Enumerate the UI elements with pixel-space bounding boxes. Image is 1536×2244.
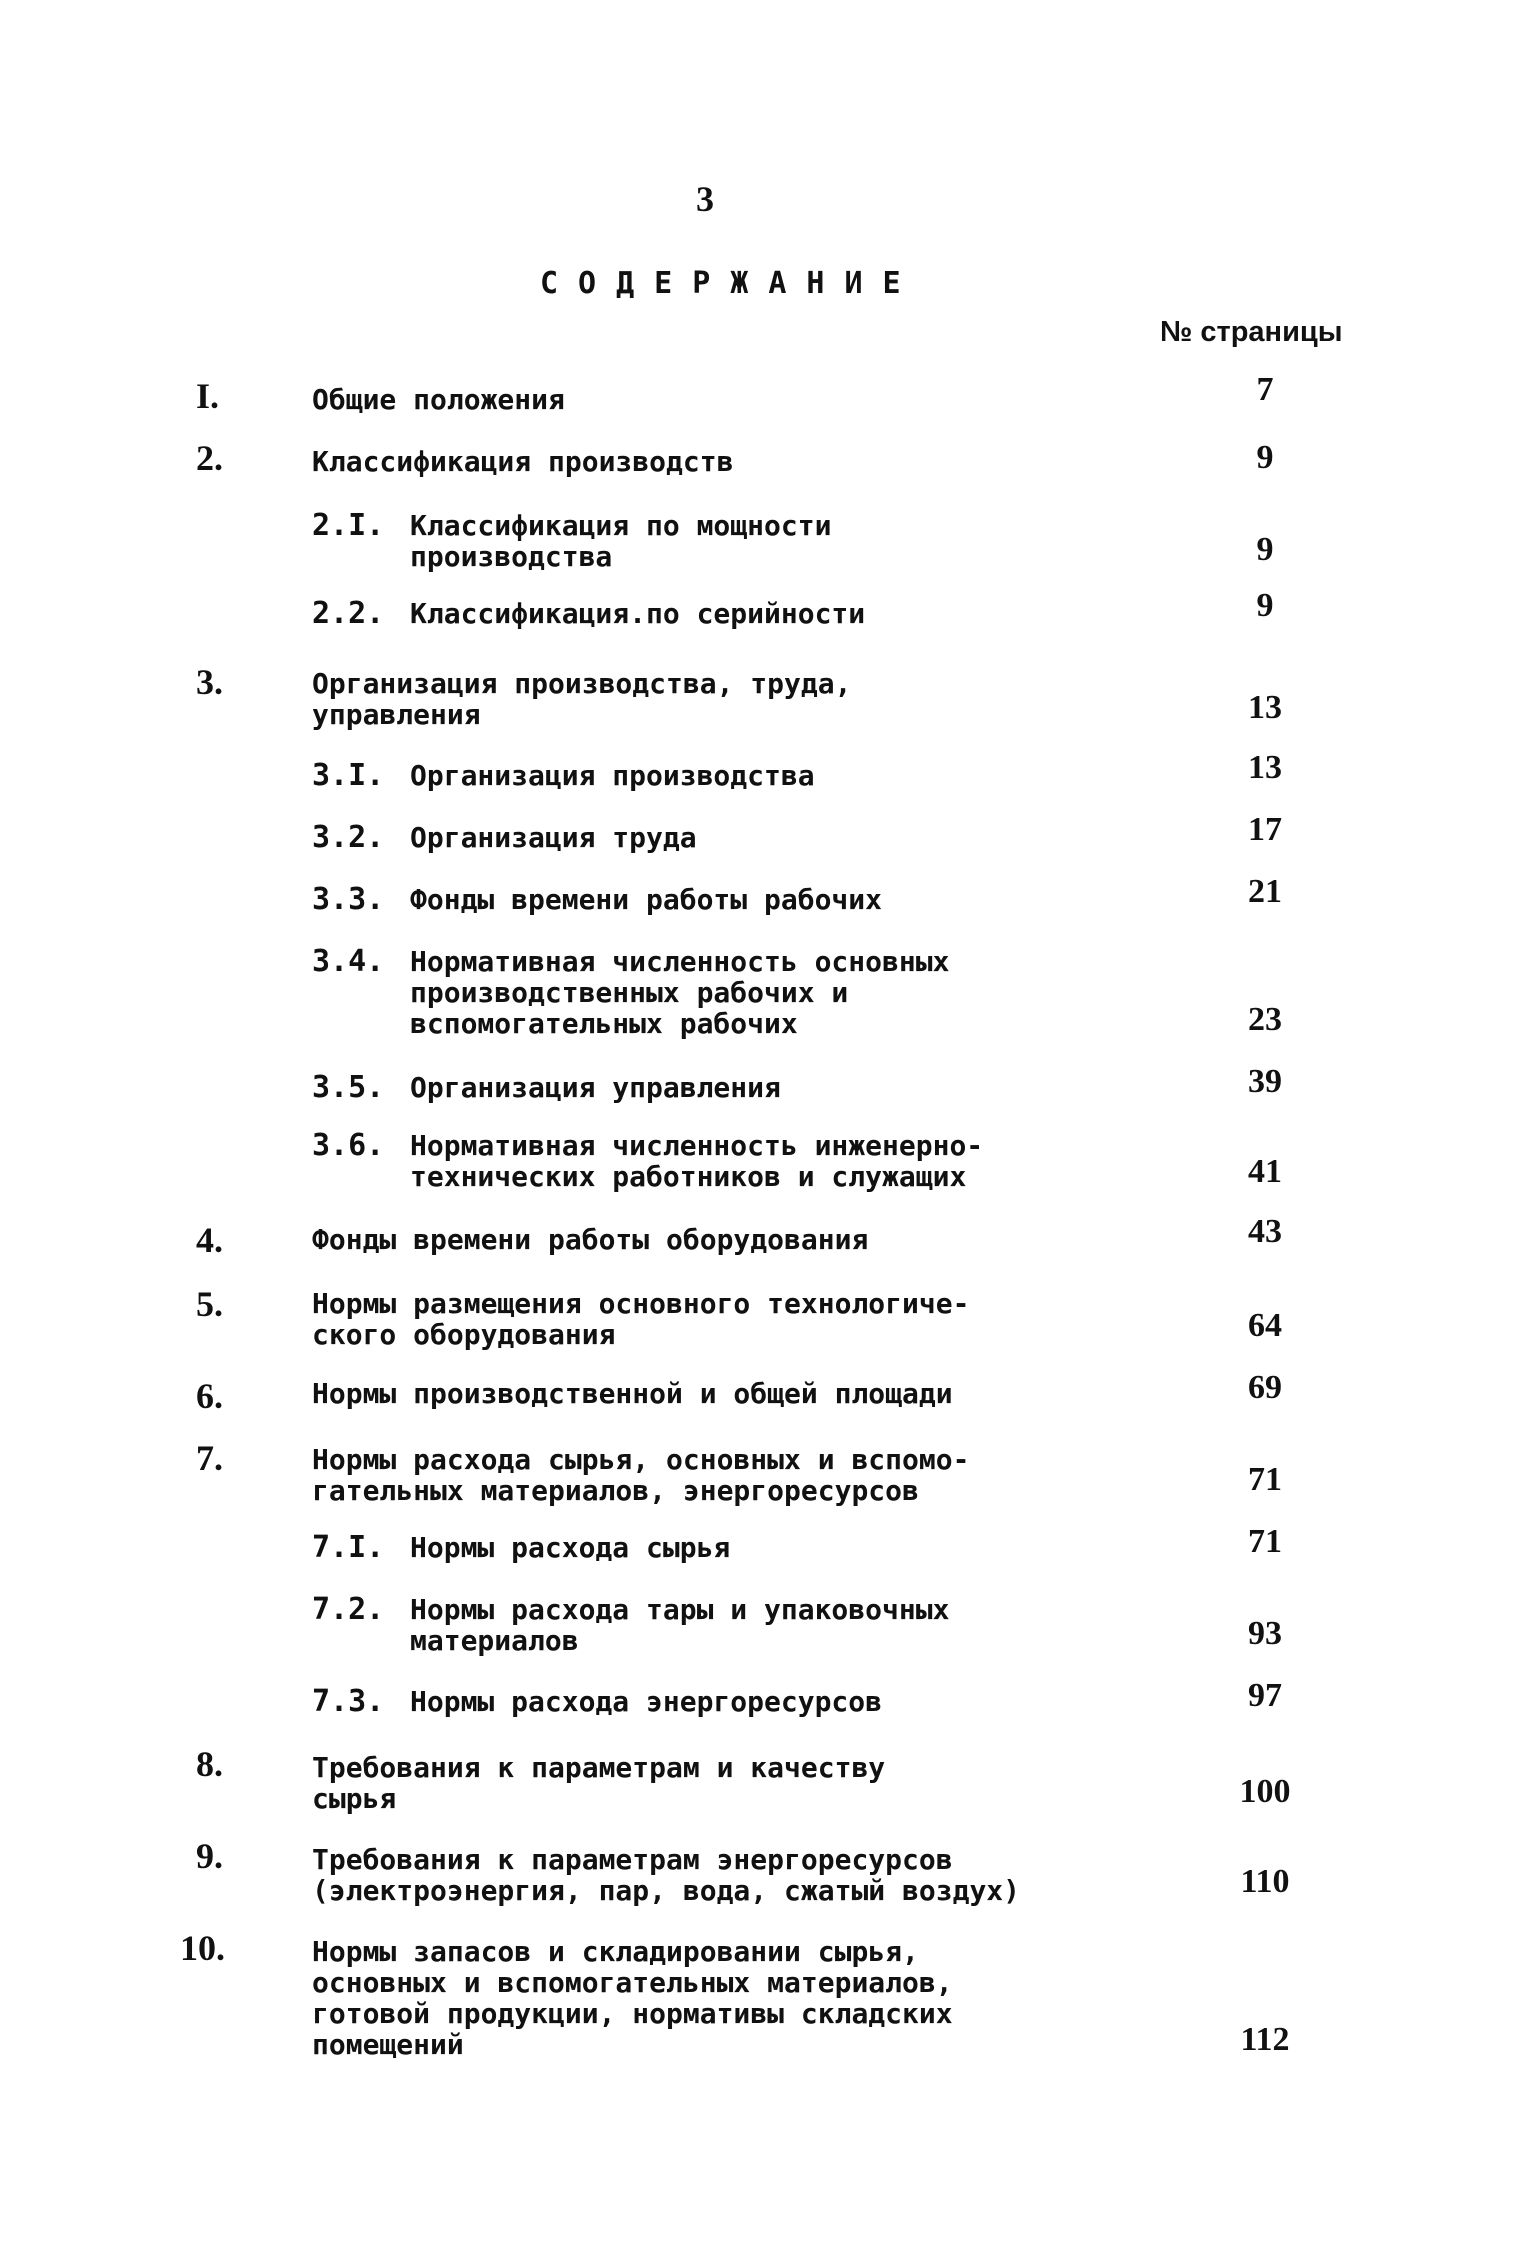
toc-number: 6. (196, 1376, 223, 1416)
toc-page: 110 (1240, 1863, 1290, 1900)
toc-page: 64 (1248, 1307, 1282, 1344)
toc-number: 4. (196, 1220, 223, 1260)
toc-page: 71 (1248, 1523, 1282, 1560)
toc-number: 10. (180, 1928, 225, 1968)
toc-number: 3.5. (312, 1070, 385, 1105)
toc-page: 17 (1248, 811, 1282, 848)
toc-page: 39 (1248, 1063, 1282, 1100)
toc-page: 9 (1256, 439, 1274, 476)
toc-page: 13 (1248, 689, 1282, 726)
toc-number: 7.3. (312, 1684, 385, 1719)
toc-text: Требования к параметрам энергоресурсов (электроэнергия, пар, вода, сжатый воздух) (312, 1843, 1021, 1907)
toc-page: 13 (1248, 749, 1282, 786)
toc-text: Нормативная численность инженерно- технических работников и служащих (410, 1129, 984, 1193)
toc-number: 7.2. (312, 1592, 385, 1627)
toc-number: 9. (196, 1836, 223, 1876)
toc-number: 2.I. (312, 508, 385, 543)
toc-page: 23 (1248, 1001, 1282, 1038)
document-title: СОДЕРЖАНИЕ (540, 266, 921, 301)
toc-page: 93 (1248, 1615, 1282, 1652)
toc-text: Фонды времени работы оборудования (312, 1223, 869, 1256)
toc-number: 3.6. (312, 1128, 385, 1163)
toc-text: Классификация.по серийности (410, 597, 866, 630)
toc-number: 2.2. (312, 596, 385, 631)
toc-text: Организация управления (410, 1071, 781, 1104)
toc-number: 8. (196, 1744, 223, 1784)
toc-number: 3. (196, 662, 223, 702)
toc-number: 7.I. (312, 1530, 385, 1565)
toc-text: Нормы размещения основного технологиче- ского оборудования (312, 1287, 970, 1351)
toc-text: Организация труда (410, 821, 697, 854)
toc-page: 21 (1248, 873, 1282, 910)
toc-page: 71 (1248, 1461, 1282, 1498)
toc-text: Фонды времени работы рабочих (410, 883, 883, 916)
toc-text: Организация производства, труда, управления (312, 667, 852, 731)
toc-number: 3.4. (312, 944, 385, 979)
toc-page: 9 (1256, 531, 1274, 568)
toc-page: 41 (1248, 1153, 1282, 1190)
toc-number: I. (196, 376, 220, 416)
toc-text: Нормы расхода энергоресурсов (410, 1685, 883, 1718)
toc-number: 3.3. (312, 882, 385, 917)
toc-text: Нормы расхода тары и упаковочных материалов (410, 1593, 950, 1657)
toc-number: 5. (196, 1284, 223, 1324)
page-number: 3 (696, 179, 714, 219)
toc-text: Классификация по мощности производства (410, 509, 832, 573)
toc-page: 69 (1248, 1369, 1282, 1406)
toc-page: 43 (1248, 1213, 1282, 1250)
toc-text: Организация производства (410, 759, 815, 792)
toc-page: 9 (1256, 587, 1274, 624)
toc-page: 112 (1240, 2021, 1290, 2058)
toc-text: Нормы запасов и складировании сырья, основных и вспомогательных материалов, готовой продукции, нормативы складских помещений (312, 1935, 953, 2061)
toc-text: Нормы производственной и общей площади (312, 1377, 953, 1410)
toc-text: Общие положения (312, 383, 565, 416)
toc-text: Нормы расхода сырья, основных и вспомо- гательных материалов, энергоресурсов (312, 1443, 970, 1507)
toc-number: 3.I. (312, 758, 385, 793)
page-column-header: № страницы (1160, 316, 1343, 348)
toc-page: 97 (1248, 1677, 1282, 1714)
toc-text: Нормы расхода сырья (410, 1531, 731, 1564)
toc-page: 100 (1239, 1773, 1291, 1810)
toc-number: 2. (196, 438, 223, 478)
toc-number: 3.2. (312, 820, 385, 855)
toc-text: Классификация производств (312, 445, 734, 478)
toc-text: Требования к параметрам и качеству сырья (312, 1751, 886, 1815)
toc-text: Нормативная численность основных производственных рабочих и вспомогательных рабочих (410, 945, 950, 1040)
toc-number: 7. (196, 1438, 223, 1478)
toc-page: 7 (1256, 371, 1274, 408)
